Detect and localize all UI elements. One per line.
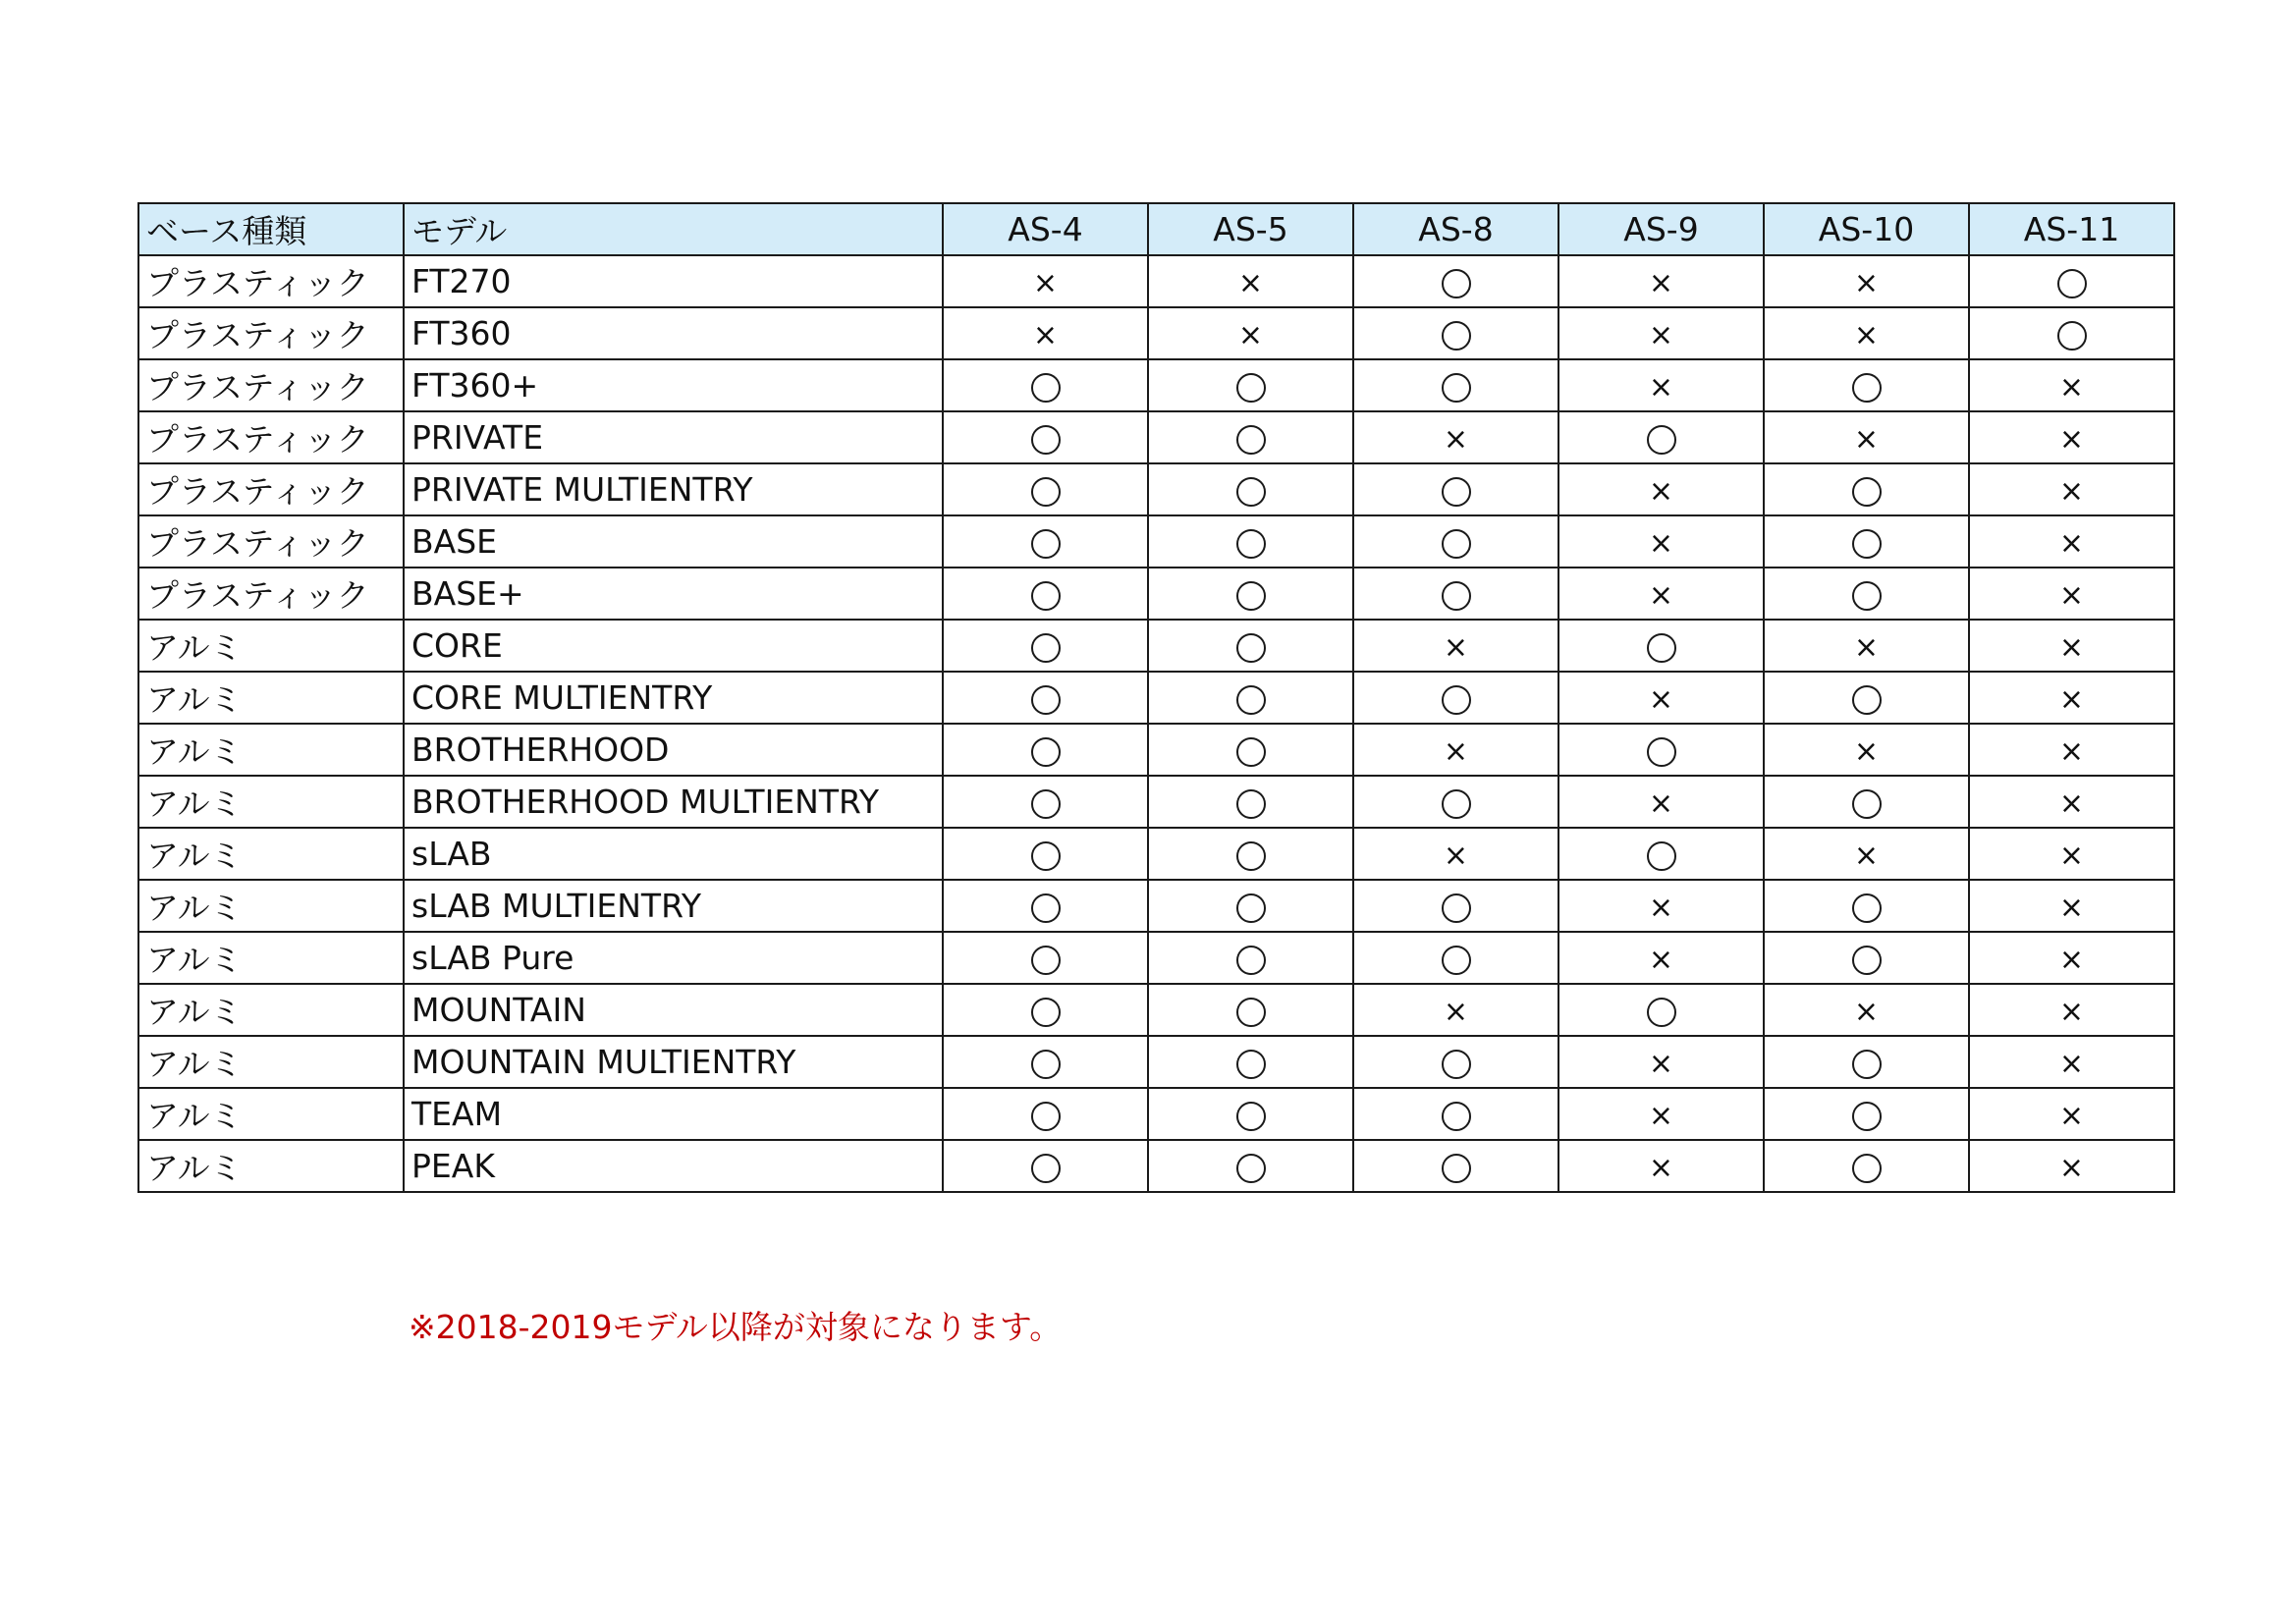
compat-cell bbox=[1148, 411, 1353, 463]
incompatible-cross-icon: × bbox=[1443, 994, 1469, 1029]
table-row bbox=[138, 359, 2174, 411]
incompatible-cross-icon: × bbox=[2058, 994, 2085, 1029]
base-type-cell: プラスティック bbox=[138, 463, 404, 515]
compat-cell bbox=[943, 255, 1148, 307]
compat-cell bbox=[1969, 932, 2174, 984]
compat-cell bbox=[1148, 307, 1353, 359]
compat-cell bbox=[1353, 1140, 1558, 1192]
compatible-circle-icon bbox=[1236, 373, 1266, 403]
table-row bbox=[138, 672, 2174, 724]
compatible-circle-icon bbox=[1852, 1102, 1882, 1131]
incompatible-cross-icon: × bbox=[2058, 629, 2085, 665]
incompatible-cross-icon: × bbox=[1648, 317, 1674, 352]
model-cell: TEAM bbox=[404, 1088, 943, 1140]
compatible-circle-icon bbox=[1442, 1050, 1471, 1079]
compatible-circle-icon bbox=[1236, 998, 1266, 1027]
compat-cell bbox=[1764, 828, 1969, 880]
compat-cell bbox=[1969, 1088, 2174, 1140]
compat-cell bbox=[1353, 776, 1558, 828]
table-row bbox=[138, 984, 2174, 1036]
compat-cell bbox=[943, 724, 1148, 776]
compat-cell bbox=[1764, 776, 1969, 828]
incompatible-cross-icon: × bbox=[1853, 317, 1880, 352]
compatible-circle-icon bbox=[1236, 1050, 1266, 1079]
base-type-cell: アルミ bbox=[138, 672, 404, 724]
incompatible-cross-icon: × bbox=[1853, 733, 1880, 769]
compatible-circle-icon bbox=[1031, 685, 1061, 715]
incompatible-cross-icon: × bbox=[1648, 525, 1674, 561]
incompatible-cross-icon: × bbox=[1648, 942, 1674, 977]
compat-cell bbox=[1558, 568, 1764, 620]
compatible-circle-icon bbox=[1442, 477, 1471, 507]
table-row bbox=[138, 255, 2174, 307]
compat-cell bbox=[1148, 620, 1353, 672]
compat-cell bbox=[1353, 515, 1558, 568]
compatible-circle-icon bbox=[1647, 998, 1676, 1027]
compat-cell bbox=[1353, 1036, 1558, 1088]
compatible-circle-icon bbox=[1852, 373, 1882, 403]
header-as-8: AS-8 bbox=[1353, 203, 1558, 255]
compatible-circle-icon bbox=[1852, 789, 1882, 819]
incompatible-cross-icon: × bbox=[1648, 1098, 1674, 1133]
table-row bbox=[138, 1036, 2174, 1088]
base-type-cell: アルミ bbox=[138, 776, 404, 828]
header-base-type: ベース種類 bbox=[138, 203, 404, 255]
compat-cell bbox=[1353, 724, 1558, 776]
compat-cell bbox=[1353, 359, 1558, 411]
incompatible-cross-icon: × bbox=[2058, 942, 2085, 977]
incompatible-cross-icon: × bbox=[1648, 473, 1674, 509]
table-row bbox=[138, 776, 2174, 828]
compat-cell bbox=[943, 1140, 1148, 1192]
compat-cell bbox=[1764, 463, 1969, 515]
compat-cell bbox=[943, 515, 1148, 568]
compatible-circle-icon bbox=[1031, 581, 1061, 611]
incompatible-cross-icon: × bbox=[1648, 577, 1674, 613]
compat-cell bbox=[1764, 515, 1969, 568]
table-row bbox=[138, 724, 2174, 776]
compat-cell bbox=[1764, 1036, 1969, 1088]
incompatible-cross-icon: × bbox=[1237, 265, 1264, 300]
compat-cell bbox=[1969, 984, 2174, 1036]
compat-cell bbox=[1558, 463, 1764, 515]
compatible-circle-icon bbox=[1236, 789, 1266, 819]
compat-cell bbox=[1558, 411, 1764, 463]
incompatible-cross-icon: × bbox=[1648, 785, 1674, 821]
compatible-circle-icon bbox=[1852, 477, 1882, 507]
compat-cell bbox=[1969, 255, 2174, 307]
model-cell: MOUNTAIN bbox=[404, 984, 943, 1036]
compat-cell bbox=[1764, 1140, 1969, 1192]
compat-cell bbox=[1148, 1088, 1353, 1140]
table-row bbox=[138, 568, 2174, 620]
compat-cell bbox=[1558, 776, 1764, 828]
compatible-circle-icon bbox=[1236, 737, 1266, 767]
base-type-cell: アルミ bbox=[138, 724, 404, 776]
compatible-circle-icon bbox=[1647, 425, 1676, 455]
compat-cell bbox=[1353, 307, 1558, 359]
model-cell: FT270 bbox=[404, 255, 943, 307]
compatible-circle-icon bbox=[1236, 425, 1266, 455]
compat-cell bbox=[1353, 932, 1558, 984]
compatible-circle-icon bbox=[1442, 373, 1471, 403]
compat-cell bbox=[1558, 255, 1764, 307]
base-type-cell: プラスティック bbox=[138, 515, 404, 568]
compatible-circle-icon bbox=[1031, 1154, 1061, 1183]
compat-cell bbox=[1969, 515, 2174, 568]
table-row bbox=[138, 411, 2174, 463]
compatible-circle-icon bbox=[1031, 946, 1061, 975]
incompatible-cross-icon: × bbox=[1853, 265, 1880, 300]
compat-cell bbox=[1969, 411, 2174, 463]
compatible-circle-icon bbox=[1236, 477, 1266, 507]
compat-cell bbox=[943, 568, 1148, 620]
compat-cell bbox=[1353, 672, 1558, 724]
model-cell: BROTHERHOOD bbox=[404, 724, 943, 776]
compat-cell bbox=[1558, 724, 1764, 776]
compatible-circle-icon bbox=[1031, 529, 1061, 559]
compat-cell bbox=[1148, 724, 1353, 776]
compat-cell bbox=[1558, 515, 1764, 568]
compatible-circle-icon bbox=[1031, 893, 1061, 923]
compat-cell bbox=[1148, 672, 1353, 724]
compatible-circle-icon bbox=[1236, 633, 1266, 663]
model-cell: CORE MULTIENTRY bbox=[404, 672, 943, 724]
compatible-circle-icon bbox=[1442, 1102, 1471, 1131]
table-row bbox=[138, 828, 2174, 880]
compatible-circle-icon bbox=[1852, 1154, 1882, 1183]
incompatible-cross-icon: × bbox=[2058, 525, 2085, 561]
base-type-cell: プラスティック bbox=[138, 359, 404, 411]
model-cell: MOUNTAIN MULTIENTRY bbox=[404, 1036, 943, 1088]
compat-cell bbox=[1764, 932, 1969, 984]
compat-cell bbox=[943, 932, 1148, 984]
incompatible-cross-icon: × bbox=[2058, 890, 2085, 925]
compatible-circle-icon bbox=[1236, 946, 1266, 975]
incompatible-cross-icon: × bbox=[2058, 1046, 2085, 1081]
base-type-cell: アルミ bbox=[138, 1036, 404, 1088]
compat-cell bbox=[1764, 411, 1969, 463]
compat-cell bbox=[1969, 724, 2174, 776]
footnote: ※2018-2019モデル以降が対象になります。 bbox=[409, 1308, 1063, 1346]
compat-cell bbox=[1353, 828, 1558, 880]
compat-cell bbox=[1148, 828, 1353, 880]
compat-cell bbox=[1558, 828, 1764, 880]
compat-cell bbox=[1148, 359, 1353, 411]
compatible-circle-icon bbox=[1236, 529, 1266, 559]
compat-cell bbox=[1969, 776, 2174, 828]
table-row bbox=[138, 1140, 2174, 1192]
compat-cell bbox=[1148, 776, 1353, 828]
compatible-circle-icon bbox=[1031, 373, 1061, 403]
compat-cell bbox=[1353, 463, 1558, 515]
compat-cell bbox=[1148, 1036, 1353, 1088]
compatible-circle-icon bbox=[1442, 321, 1471, 351]
header-as-5: AS-5 bbox=[1148, 203, 1353, 255]
compat-cell bbox=[943, 307, 1148, 359]
compatible-circle-icon bbox=[1236, 893, 1266, 923]
table-body bbox=[138, 255, 2174, 1192]
compat-cell bbox=[1353, 255, 1558, 307]
incompatible-cross-icon: × bbox=[2058, 577, 2085, 613]
compatible-circle-icon bbox=[1852, 893, 1882, 923]
base-type-cell: アルミ bbox=[138, 932, 404, 984]
header-as-4: AS-4 bbox=[943, 203, 1148, 255]
base-type-cell: プラスティック bbox=[138, 307, 404, 359]
compat-cell bbox=[943, 880, 1148, 932]
incompatible-cross-icon: × bbox=[2058, 838, 2085, 873]
compat-cell bbox=[1558, 1088, 1764, 1140]
compat-cell bbox=[1764, 1088, 1969, 1140]
compatible-circle-icon bbox=[1236, 1154, 1266, 1183]
header-as-10: AS-10 bbox=[1764, 203, 1969, 255]
compat-cell bbox=[943, 620, 1148, 672]
compatible-circle-icon bbox=[1031, 737, 1061, 767]
table-row bbox=[138, 1088, 2174, 1140]
compatible-circle-icon bbox=[1647, 737, 1676, 767]
header-as-9: AS-9 bbox=[1558, 203, 1764, 255]
incompatible-cross-icon: × bbox=[1443, 421, 1469, 457]
compat-cell bbox=[1148, 463, 1353, 515]
compat-cell bbox=[1969, 568, 2174, 620]
incompatible-cross-icon: × bbox=[1032, 265, 1059, 300]
model-cell: sLAB MULTIENTRY bbox=[404, 880, 943, 932]
compatible-circle-icon bbox=[1031, 477, 1061, 507]
incompatible-cross-icon: × bbox=[2058, 1150, 2085, 1185]
compat-cell bbox=[1148, 932, 1353, 984]
compat-cell bbox=[1148, 568, 1353, 620]
incompatible-cross-icon: × bbox=[2058, 785, 2085, 821]
compat-cell bbox=[1764, 568, 1969, 620]
model-cell: BROTHERHOOD MULTIENTRY bbox=[404, 776, 943, 828]
compat-cell bbox=[1558, 1140, 1764, 1192]
compat-cell bbox=[1558, 359, 1764, 411]
compatible-circle-icon bbox=[1647, 633, 1676, 663]
compat-cell bbox=[943, 1036, 1148, 1088]
table-row bbox=[138, 463, 2174, 515]
compat-cell bbox=[1969, 307, 2174, 359]
incompatible-cross-icon: × bbox=[1853, 421, 1880, 457]
compat-cell bbox=[943, 672, 1148, 724]
model-cell: PEAK bbox=[404, 1140, 943, 1192]
table-header-row bbox=[138, 203, 2174, 255]
compatible-circle-icon bbox=[1647, 841, 1676, 871]
compatible-circle-icon bbox=[1442, 269, 1471, 298]
compat-cell bbox=[1353, 984, 1558, 1036]
compat-cell bbox=[1558, 620, 1764, 672]
compatible-circle-icon bbox=[1852, 946, 1882, 975]
compat-cell bbox=[1353, 620, 1558, 672]
table-row bbox=[138, 307, 2174, 359]
compatible-circle-icon bbox=[1236, 685, 1266, 715]
compatible-circle-icon bbox=[1852, 685, 1882, 715]
incompatible-cross-icon: × bbox=[1648, 1046, 1674, 1081]
compatible-circle-icon bbox=[1852, 581, 1882, 611]
incompatible-cross-icon: × bbox=[1648, 369, 1674, 405]
compatible-circle-icon bbox=[1442, 893, 1471, 923]
incompatible-cross-icon: × bbox=[1237, 317, 1264, 352]
base-type-cell: アルミ bbox=[138, 984, 404, 1036]
compat-cell bbox=[943, 411, 1148, 463]
compat-cell bbox=[943, 828, 1148, 880]
model-cell: CORE bbox=[404, 620, 943, 672]
model-cell: sLAB Pure bbox=[404, 932, 943, 984]
incompatible-cross-icon: × bbox=[2058, 421, 2085, 457]
incompatible-cross-icon: × bbox=[1443, 838, 1469, 873]
compatible-circle-icon bbox=[1031, 425, 1061, 455]
compat-cell bbox=[1353, 411, 1558, 463]
incompatible-cross-icon: × bbox=[1853, 994, 1880, 1029]
incompatible-cross-icon: × bbox=[1648, 681, 1674, 717]
incompatible-cross-icon: × bbox=[1853, 838, 1880, 873]
compatible-circle-icon bbox=[1236, 841, 1266, 871]
incompatible-cross-icon: × bbox=[1648, 890, 1674, 925]
compatible-circle-icon bbox=[2057, 269, 2087, 298]
base-type-cell: アルミ bbox=[138, 880, 404, 932]
compat-cell bbox=[1558, 932, 1764, 984]
incompatible-cross-icon: × bbox=[2058, 1098, 2085, 1133]
table-row bbox=[138, 932, 2174, 984]
compat-cell bbox=[943, 1088, 1148, 1140]
compatible-circle-icon bbox=[1442, 581, 1471, 611]
compatible-circle-icon bbox=[1442, 946, 1471, 975]
compat-cell bbox=[1969, 672, 2174, 724]
table-row bbox=[138, 880, 2174, 932]
incompatible-cross-icon: × bbox=[1648, 1150, 1674, 1185]
compat-cell bbox=[1558, 307, 1764, 359]
compatibility-table bbox=[137, 202, 2175, 1193]
compat-cell bbox=[943, 463, 1148, 515]
compat-cell bbox=[1764, 307, 1969, 359]
compatible-circle-icon bbox=[1852, 1050, 1882, 1079]
incompatible-cross-icon: × bbox=[1443, 733, 1469, 769]
compat-cell bbox=[1148, 984, 1353, 1036]
model-cell: BASE bbox=[404, 515, 943, 568]
compat-cell bbox=[1148, 1140, 1353, 1192]
compat-cell bbox=[1969, 1036, 2174, 1088]
compat-cell bbox=[1353, 1088, 1558, 1140]
compatible-circle-icon bbox=[1031, 841, 1061, 871]
compat-cell bbox=[1764, 880, 1969, 932]
compatible-circle-icon bbox=[1031, 998, 1061, 1027]
model-cell: FT360 bbox=[404, 307, 943, 359]
compatible-circle-icon bbox=[1442, 1154, 1471, 1183]
compat-cell bbox=[1764, 255, 1969, 307]
compat-cell bbox=[1969, 828, 2174, 880]
compat-cell bbox=[943, 359, 1148, 411]
incompatible-cross-icon: × bbox=[1648, 265, 1674, 300]
compatible-circle-icon bbox=[1031, 1102, 1061, 1131]
model-cell: sLAB bbox=[404, 828, 943, 880]
incompatible-cross-icon: × bbox=[2058, 681, 2085, 717]
table-row bbox=[138, 515, 2174, 568]
compat-cell bbox=[1558, 672, 1764, 724]
model-cell: FT360+ bbox=[404, 359, 943, 411]
header-as-11: AS-11 bbox=[1969, 203, 2174, 255]
compat-cell bbox=[1969, 359, 2174, 411]
compat-cell bbox=[1969, 463, 2174, 515]
compatible-circle-icon bbox=[1442, 789, 1471, 819]
compat-cell bbox=[1148, 515, 1353, 568]
base-type-cell: アルミ bbox=[138, 1140, 404, 1192]
incompatible-cross-icon: × bbox=[2058, 369, 2085, 405]
compatible-circle-icon bbox=[1031, 789, 1061, 819]
incompatible-cross-icon: × bbox=[1443, 629, 1469, 665]
base-type-cell: プラスティック bbox=[138, 411, 404, 463]
compat-cell bbox=[1558, 880, 1764, 932]
incompatible-cross-icon: × bbox=[1853, 629, 1880, 665]
compat-cell bbox=[1764, 984, 1969, 1036]
base-type-cell: アルミ bbox=[138, 1088, 404, 1140]
compatible-circle-icon bbox=[1442, 685, 1471, 715]
compat-cell bbox=[1969, 1140, 2174, 1192]
compatible-circle-icon bbox=[1852, 529, 1882, 559]
compatible-circle-icon bbox=[1442, 529, 1471, 559]
compat-cell bbox=[1353, 568, 1558, 620]
compat-cell bbox=[1148, 255, 1353, 307]
incompatible-cross-icon: × bbox=[2058, 733, 2085, 769]
header-model: モデル bbox=[404, 203, 943, 255]
compat-cell bbox=[1764, 620, 1969, 672]
base-type-cell: プラスティック bbox=[138, 568, 404, 620]
compat-cell bbox=[1558, 1036, 1764, 1088]
compat-cell bbox=[1969, 620, 2174, 672]
compat-cell bbox=[1558, 984, 1764, 1036]
compat-cell bbox=[943, 776, 1148, 828]
compat-cell bbox=[1764, 672, 1969, 724]
model-cell: PRIVATE bbox=[404, 411, 943, 463]
base-type-cell: プラスティック bbox=[138, 255, 404, 307]
base-type-cell: アルミ bbox=[138, 620, 404, 672]
model-cell: BASE+ bbox=[404, 568, 943, 620]
compat-cell bbox=[1148, 880, 1353, 932]
compat-cell bbox=[1969, 880, 2174, 932]
compat-cell bbox=[1764, 359, 1969, 411]
compat-cell bbox=[943, 984, 1148, 1036]
incompatible-cross-icon: × bbox=[1032, 317, 1059, 352]
compatible-circle-icon bbox=[2057, 321, 2087, 351]
compatible-circle-icon bbox=[1031, 1050, 1061, 1079]
incompatible-cross-icon: × bbox=[2058, 473, 2085, 509]
compatible-circle-icon bbox=[1031, 633, 1061, 663]
compatible-circle-icon bbox=[1236, 1102, 1266, 1131]
compatible-circle-icon bbox=[1236, 581, 1266, 611]
base-type-cell: アルミ bbox=[138, 828, 404, 880]
compat-cell bbox=[1353, 880, 1558, 932]
compat-cell bbox=[1764, 724, 1969, 776]
model-cell: PRIVATE MULTIENTRY bbox=[404, 463, 943, 515]
table-row bbox=[138, 620, 2174, 672]
